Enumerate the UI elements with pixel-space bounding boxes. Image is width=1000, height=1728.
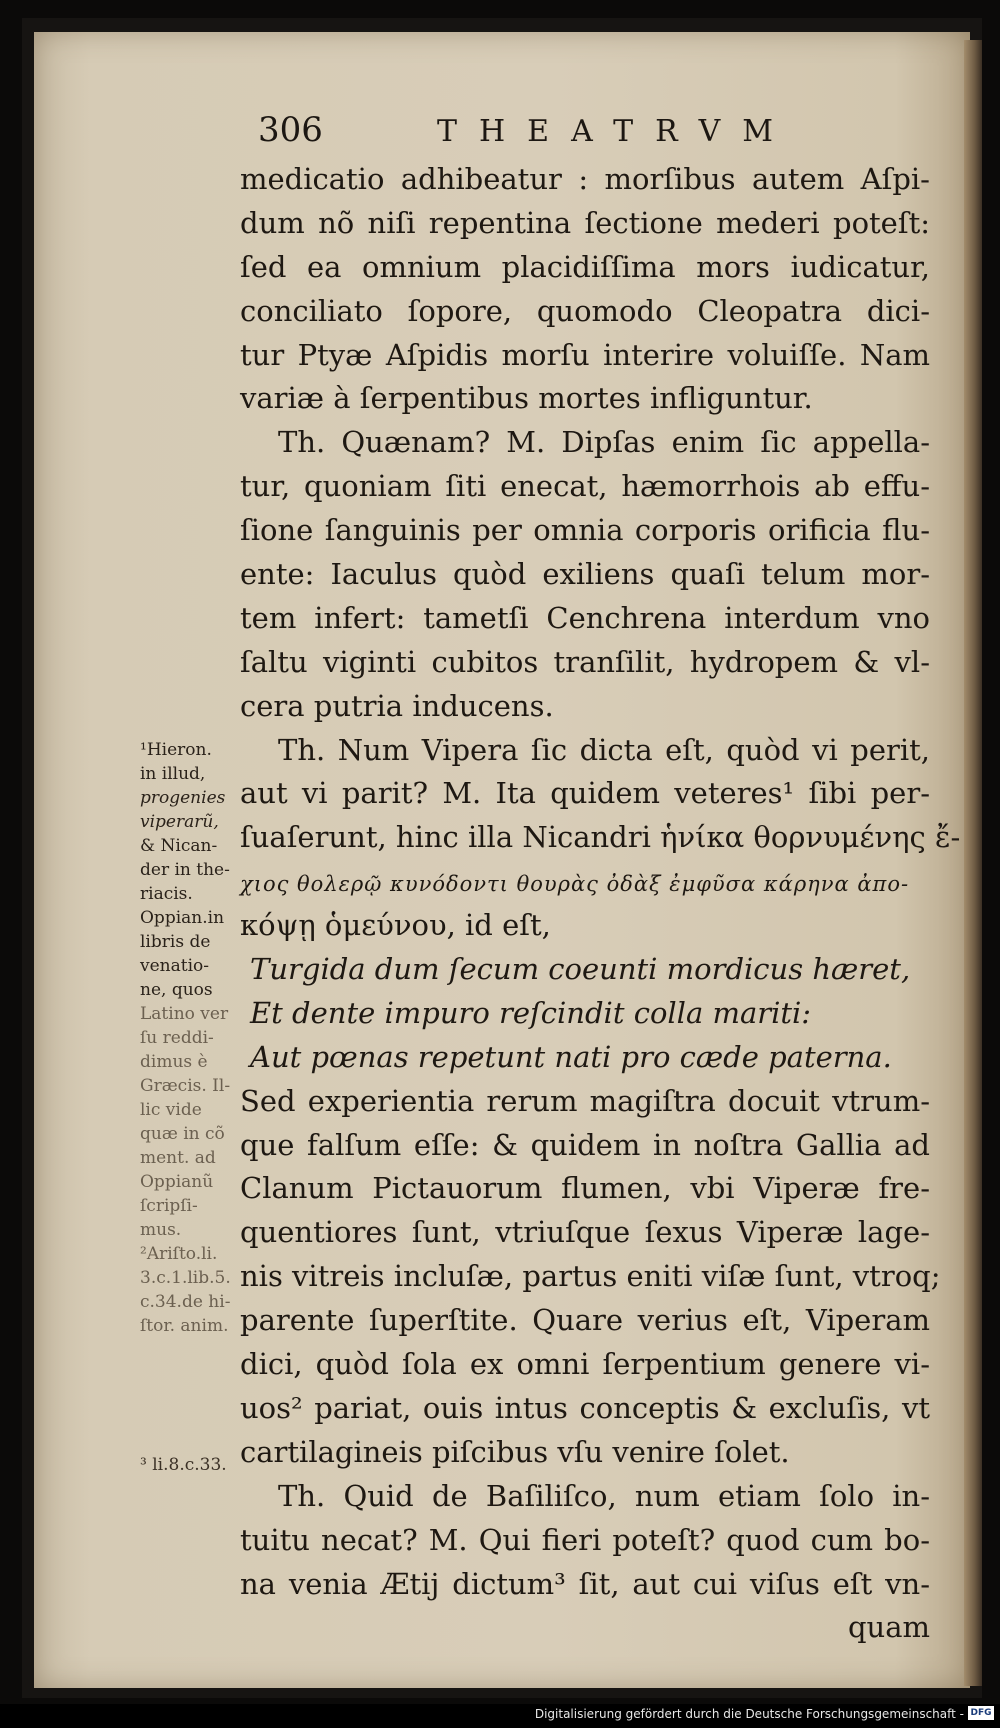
- margin-note-line: ne, quos: [140, 980, 213, 1000]
- margin-note-line: dimus è: [140, 1052, 208, 1072]
- text-line: quam: [847, 1610, 930, 1645]
- text-line: dum nõ niſi repentina ſectione mederi poteſt:: [240, 205, 930, 240]
- text-line: nis vitreis incluſæ, partus eniti viſæ ſunt, vtroq;: [240, 1259, 941, 1294]
- margin-note-line: ²Ariſto.li.: [140, 1244, 218, 1264]
- text-line: tur, quoniam ſiti enecat, hæmorrhois ab effu-: [240, 469, 930, 504]
- text-line: aut vi parit? M. Ita quidem veteres¹ ſibi per-: [240, 776, 930, 811]
- text-line: que falſum eſſe: & quidem in noſtra Gallia ad: [240, 1127, 930, 1162]
- margin-note-line: mus.: [140, 1220, 182, 1240]
- text-line: dici, quòd ſola ex omni ſerpentium genere vi-: [240, 1347, 930, 1382]
- margin-note-line: ſtor. anim.: [140, 1316, 229, 1336]
- margin-note-line: progenies: [140, 788, 226, 808]
- text-line: tur Ptyæ Aſpidis morſu interire voluiſſe. Nam: [240, 337, 930, 372]
- greek-quotation: χιος θολερῷ κυνόδοντι θουρὰς ὀδὰξ ἐμφῦσα κάρηνα ἀπο-: [240, 872, 910, 897]
- margin-note-line: lic vide: [140, 1100, 202, 1120]
- text-line: Th. Quid de Baſiliſco, num etiam ſolo in-: [278, 1478, 930, 1513]
- text-line: variæ à ſerpentibus mortes infliguntur.: [240, 381, 813, 416]
- margin-note-line: ſu reddi-: [140, 1028, 214, 1048]
- text-line: Aut pœnas repetunt nati pro cæde paterna.: [250, 1039, 892, 1074]
- margin-note-line: in illud,: [140, 764, 206, 784]
- text-line: tem infert: tametſi Cenchrena interdum vno: [240, 600, 930, 635]
- text-line: κόψῃ ὁμεύνου, id eſt,: [240, 908, 551, 943]
- text-line: Th. Quænam? M. Dipſas enim ſic appella-: [278, 425, 930, 460]
- text-line: Sed experientia rerum magiſtra docuit vtrum-: [240, 1083, 930, 1118]
- text-line: Et dente impuro reſcindit colla mariti:: [250, 995, 812, 1030]
- main-text-column: [240, 158, 961, 1650]
- page-number: 306: [258, 110, 323, 150]
- margin-note-line: 3.c.1.lib.5.: [140, 1268, 231, 1288]
- margin-note-line: & Nican-: [140, 836, 218, 856]
- text-line: Th. Num Vipera ſic dicta eſt, quòd vi perit,: [278, 732, 930, 767]
- dfg-logo: DFG: [968, 1706, 994, 1720]
- margin-note-line: ment. ad: [140, 1148, 216, 1168]
- margin-note-line: Græcis. Il-: [140, 1076, 231, 1096]
- text-line: ſaltu viginti cubitos tranſilit, hydropem & vl-: [240, 644, 930, 679]
- text-line: cera putria inducens.: [240, 688, 554, 723]
- margin-note-line: venatio-: [140, 956, 209, 976]
- margin-note-3: ³ li.8.c.33.: [140, 1455, 227, 1475]
- margin-note-line: Oppian.in: [140, 908, 225, 928]
- text-line: ſione ſanguinis per omnia corporis orificia flu-: [240, 513, 930, 548]
- text-line: cartilagineis piſcibus vſu venire ſolet.: [240, 1434, 790, 1469]
- text-line: [240, 860, 930, 904]
- text-line: ente: Iaculus quòd exiliens quaſi telum mor-: [240, 557, 930, 592]
- text-line: Turgida dum ſecum coeunti mordicus hæret,: [250, 952, 911, 987]
- text-line: quentiores ſunt, vtriuſque ſexus Viperæ lage-: [240, 1215, 930, 1250]
- margin-note-line: c.34.de hi-: [140, 1292, 231, 1312]
- text-line: ſuaſerunt, hinc illa Nicandri ἡνίκα θορνυμένης ἔ-: [240, 820, 961, 855]
- text-line: Clanum Pictauorum flumen, vbi Viperæ fre-: [240, 1171, 930, 1206]
- margin-note-line: viperarũ,: [140, 812, 219, 832]
- text-line: medicatio adhibeatur : morſibus autem Aſpi-: [240, 162, 930, 196]
- margin-note-line: ¹Hieron.: [140, 740, 212, 760]
- margin-note-line: libris de: [140, 932, 211, 952]
- margin-note-line: Oppianũ: [140, 1172, 214, 1192]
- page-edge: [964, 40, 982, 1686]
- footer-credit: Digitalisierung gefördert durch die Deutsche Forschungsgemeinschaft -: [534, 1707, 964, 1721]
- text-line: conciliato ſopore, quomodo Cleopatra dici-: [240, 293, 930, 328]
- margin-notes: [140, 738, 248, 1338]
- text-line: uos² pariat, ouis intus conceptis & excluſis, vt: [240, 1390, 930, 1425]
- margin-note-line: ſcripſi-: [140, 1196, 198, 1216]
- margin-note-line: quæ in cõ: [140, 1124, 225, 1144]
- text-line: parente ſuperſtite. Quare verius eſt, Viperam: [240, 1303, 930, 1338]
- margin-note-line: Latino ver: [140, 1004, 229, 1024]
- running-title: THEATRVM: [437, 114, 796, 149]
- text-line: tuitu necat? M. Qui fieri poteſt? quod cum bo-: [240, 1522, 930, 1557]
- margin-note-line: der in the-: [140, 860, 230, 880]
- text-line: na venia Ætij dictum³ ſit, aut cui viſus eſt vn-: [240, 1566, 930, 1601]
- text-line: ſed ea omnium placidiſſima mors iudicatur,: [240, 249, 930, 284]
- margin-note-line: riacis.: [140, 884, 193, 904]
